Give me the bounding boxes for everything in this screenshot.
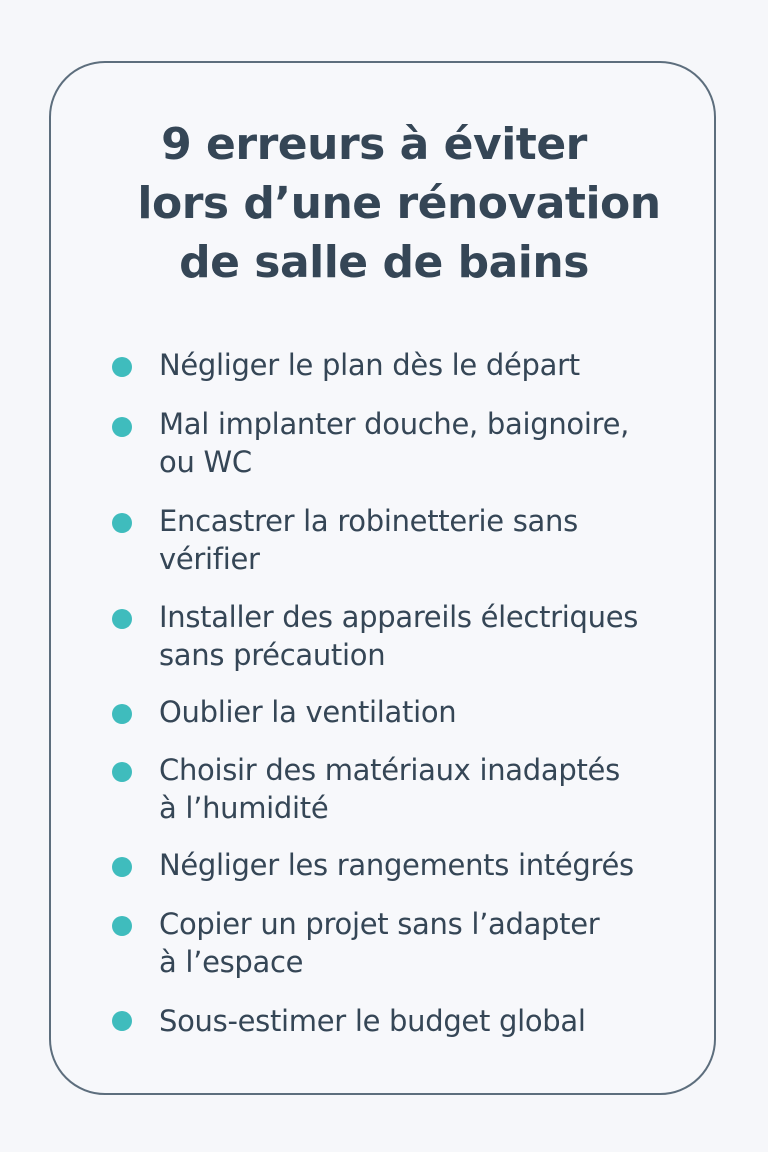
page-title	[0, 115, 768, 292]
list-item-text: Copier un projet sans l’adapter à l’espace	[159, 907, 600, 979]
bullet-dot-icon	[112, 357, 132, 377]
list-item-text: Négliger les rangements intégrés	[159, 848, 634, 882]
list-item-text: Installer des appareils électriques sans précaution	[159, 600, 639, 672]
title-line-1: 9 erreurs à éviter	[161, 119, 587, 170]
bullet-dot-icon	[112, 704, 132, 724]
list-item-text: Oublier la ventilation	[159, 695, 457, 729]
title-line-2: lors d’une rénovation	[137, 178, 661, 229]
list-item-text: Sous-estimer le budget global	[159, 1004, 586, 1038]
list-item-text: Encastrer la robinetterie sans vérifier	[159, 504, 578, 576]
bullet-dot-icon	[112, 762, 132, 782]
bullet-dot-icon	[112, 609, 132, 629]
bullet-dot-icon	[112, 1011, 132, 1031]
bullet-dot-icon	[112, 417, 132, 437]
bullet-dot-icon	[112, 857, 132, 877]
list-item-text: Négliger le plan dès le départ	[159, 348, 580, 382]
title-line-3: de salle de bains	[179, 237, 589, 288]
list-item-text: Mal implanter douche, baignoire, ou WC	[159, 407, 630, 479]
list-item-text: Choisir des matériaux inadaptés à l’humidité	[159, 753, 620, 825]
bullet-dot-icon	[112, 513, 132, 533]
bullet-dot-icon	[112, 916, 132, 936]
